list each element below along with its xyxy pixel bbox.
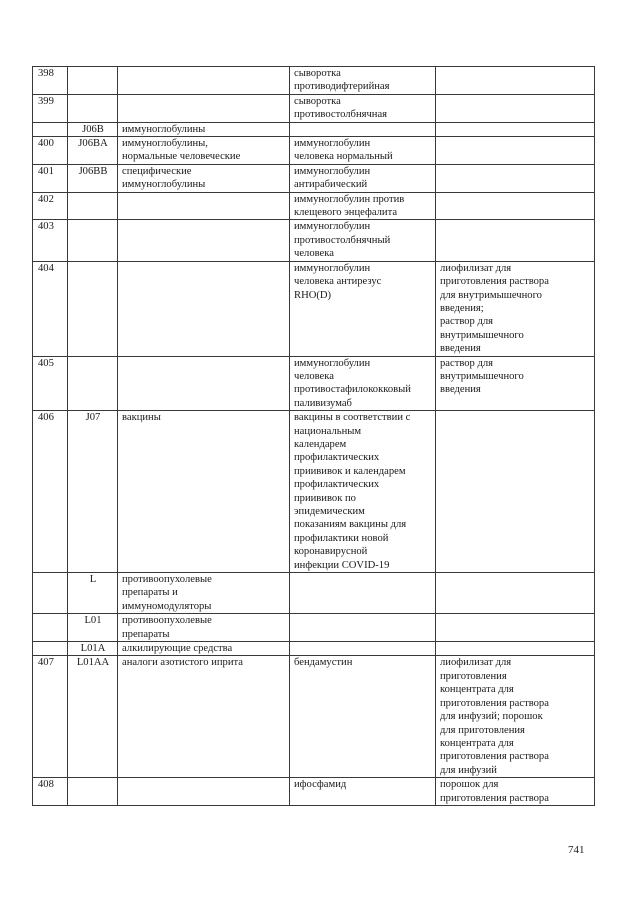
cell-atc-code: L <box>68 573 118 614</box>
cell-anatomical-group <box>118 94 290 122</box>
cell-dosage-form <box>436 192 595 220</box>
cell-atc-code <box>68 94 118 122</box>
cell-number: 405 <box>33 356 68 411</box>
cell-number: 398 <box>33 67 68 95</box>
cell-atc-code: J06BA <box>68 137 118 165</box>
table-row <box>33 164 595 192</box>
table-row <box>33 192 595 220</box>
cell-anatomical-group: иммуноглобулины <box>118 122 290 136</box>
cell-number: 402 <box>33 192 68 220</box>
cell-dosage-form <box>436 164 595 192</box>
cell-dosage-form <box>436 137 595 165</box>
cell-anatomical-group <box>118 261 290 356</box>
table-body <box>33 67 595 806</box>
cell-anatomical-group: противоопухолевые препараты и иммуномодуляторы <box>118 573 290 614</box>
cell-anatomical-group: иммуноглобулины, нормальные человеческие <box>118 137 290 165</box>
cell-atc-code <box>68 192 118 220</box>
cell-drug-name <box>290 573 436 614</box>
cell-anatomical-group <box>118 67 290 95</box>
cell-anatomical-group <box>118 778 290 806</box>
cell-dosage-form <box>436 67 595 95</box>
cell-drug-name: сыворотка противодифтерийная <box>290 67 436 95</box>
table-row <box>33 411 595 573</box>
cell-drug-name: иммуноглобулин человека противостафилококковый паливизумаб <box>290 356 436 411</box>
cell-number: 399 <box>33 94 68 122</box>
cell-drug-name: иммуноглобулин человека нормальный <box>290 137 436 165</box>
cell-atc-code <box>68 67 118 95</box>
cell-anatomical-group: вакцины <box>118 411 290 573</box>
table-row <box>33 94 595 122</box>
cell-anatomical-group <box>118 220 290 261</box>
cell-dosage-form <box>436 94 595 122</box>
cell-atc-code: L01A <box>68 642 118 656</box>
cell-number <box>33 642 68 656</box>
cell-drug-name: ифосфамид <box>290 778 436 806</box>
cell-atc-code <box>68 356 118 411</box>
cell-atc-code: L01AA <box>68 656 118 778</box>
table-row <box>33 261 595 356</box>
cell-dosage-form <box>436 122 595 136</box>
cell-drug-name: иммуноглобулин против клещевого энцефалита <box>290 192 436 220</box>
cell-drug-name: иммуноглобулин человека антирезус RHO(D) <box>290 261 436 356</box>
cell-drug-name: бендамустин <box>290 656 436 778</box>
cell-drug-name: иммуноглобулин антирабический <box>290 164 436 192</box>
table-row <box>33 573 595 614</box>
cell-number <box>33 122 68 136</box>
table-row <box>33 642 595 656</box>
cell-dosage-form <box>436 411 595 573</box>
cell-atc-code <box>68 261 118 356</box>
cell-number <box>33 573 68 614</box>
cell-drug-name <box>290 614 436 642</box>
cell-dosage-form <box>436 220 595 261</box>
table-row <box>33 614 595 642</box>
table-row <box>33 122 595 136</box>
cell-drug-name <box>290 122 436 136</box>
cell-dosage-form <box>436 573 595 614</box>
table-row <box>33 656 595 778</box>
cell-number <box>33 614 68 642</box>
cell-dosage-form: порошок для приготовления раствора <box>436 778 595 806</box>
cell-drug-name <box>290 642 436 656</box>
cell-dosage-form <box>436 642 595 656</box>
cell-dosage-form: лиофилизат для приготовления концентрата для приготовления раствора для инфузий; порошок для приготовления концентрата для приготовления раствора для инфузий <box>436 656 595 778</box>
cell-dosage-form <box>436 614 595 642</box>
cell-number: 404 <box>33 261 68 356</box>
cell-atc-code: L01 <box>68 614 118 642</box>
cell-number: 406 <box>33 411 68 573</box>
cell-drug-name: иммуноглобулин противостолбнячный человека <box>290 220 436 261</box>
cell-drug-name: сыворотка противостолбнячная <box>290 94 436 122</box>
table-row <box>33 220 595 261</box>
cell-atc-code <box>68 220 118 261</box>
cell-number: 407 <box>33 656 68 778</box>
table-row <box>33 356 595 411</box>
cell-anatomical-group: алкилирующие средства <box>118 642 290 656</box>
cell-anatomical-group: специфические иммуноглобулины <box>118 164 290 192</box>
cell-atc-code: J07 <box>68 411 118 573</box>
page-number: 741 <box>568 844 585 856</box>
cell-number: 408 <box>33 778 68 806</box>
cell-number: 403 <box>33 220 68 261</box>
cell-number: 401 <box>33 164 68 192</box>
cell-anatomical-group <box>118 356 290 411</box>
cell-drug-name: вакцины в соответствии с национальным календарем профилактических приививок и календарем профилактических приививок по эпидемическим показаниям вакцины для профилактики новой коронавирусной инфекции COVID-19 <box>290 411 436 573</box>
cell-number: 400 <box>33 137 68 165</box>
cell-dosage-form: раствор для внутримышечного введения <box>436 356 595 411</box>
cell-anatomical-group: противоопухолевые препараты <box>118 614 290 642</box>
cell-atc-code: J06B <box>68 122 118 136</box>
table-row <box>33 778 595 806</box>
cell-atc-code: J06BB <box>68 164 118 192</box>
table-row <box>33 137 595 165</box>
drug-list-table <box>32 66 595 806</box>
table-row <box>33 67 595 95</box>
cell-anatomical-group <box>118 192 290 220</box>
cell-anatomical-group: аналоги азотистого иприта <box>118 656 290 778</box>
cell-atc-code <box>68 778 118 806</box>
cell-dosage-form: лиофилизат для приготовления раствора для внутримышечного введения; раствор для внутримышечного введения <box>436 261 595 356</box>
